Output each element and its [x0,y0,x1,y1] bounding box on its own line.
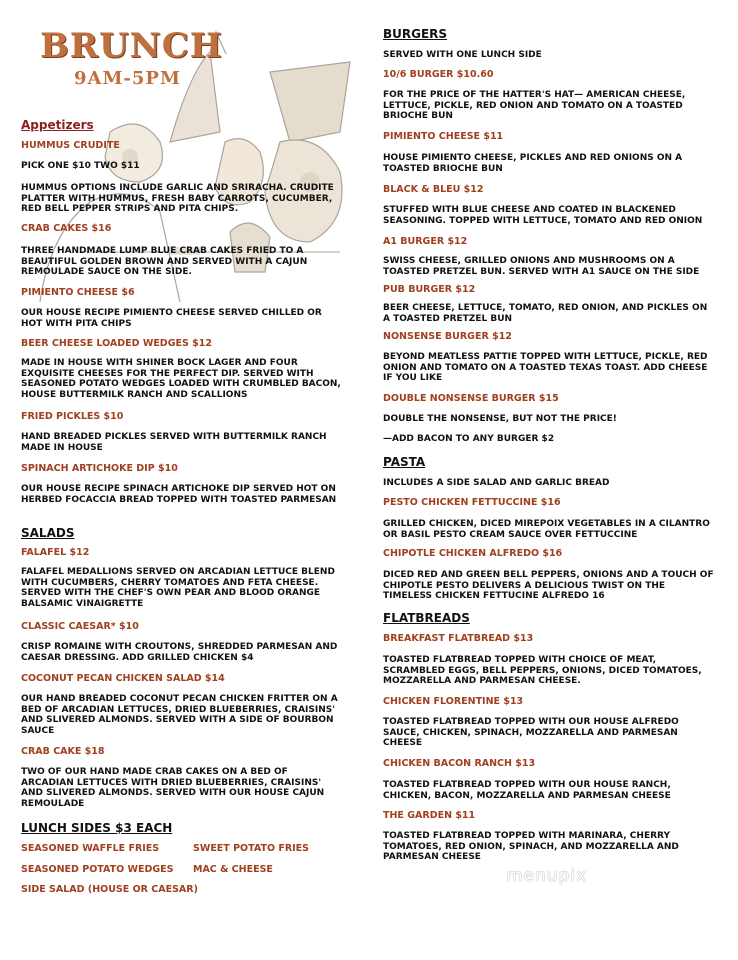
menu-item-desc: TOASTED FLATBREAD TOPPED WITH OUR HOUSE RANCH, CHICKEN, BACON, MOZZARELLA AND PARMESAN CHEESE [383,780,671,801]
menu-item-desc: TOASTED FLATBREAD TOPPED WITH MARINARA, CHERRY TOMATOES, RED ONION, SPINACH, AND MOZZARELLA AND PARMESAN CHEESE [383,831,679,862]
menu-item-desc: PICK ONE $10 TWO $11 [21,161,140,171]
menu-item-desc: HOUSE PIMIENTO CHEESE, PICKLES AND RED ONIONS ON A TOASTED BRIOCHE BUN [383,153,683,174]
menu-item-desc: SWISS CHEESE, GRILLED ONIONS AND MUSHROOMS ON A TOASTED PRETZEL BUN. SERVED WITH A1 SAUCE ON THE SIDE [383,256,700,277]
menu-item-desc: GRILLED CHICKEN, DICED MIREPOIX VEGETABLES IN A CILANTRO OR BASIL PESTO CREAM SAUCE OVER FETTUCCINE [383,519,710,540]
menu-item-desc: CRISP ROMAINE WITH CROUTONS, SHREDDED PARMESAN AND CAESAR DRESSING. ADD GRILLED CHICKEN $4 [21,642,338,663]
brunch-title: BRUNCH [40,26,223,66]
menu-item-desc: OUR HOUSE RECIPE SPINACH ARTICHOKE DIP SERVED HOT ON HERBED FOCACCIA BREAD TOPPED WITH TOASTED PARMESAN [21,484,337,505]
side-item: SWEET POTATO FRIES [193,843,310,854]
menu-item-desc: MADE IN HOUSE WITH SHINER BOCK LAGER AND FOUR EXQUISITE CHEESES FOR THE PERFECT DIP. SERVED WITH SEASONED POTATO WEDGES LOADED WITH CRUMBLED BACON, HOUSE BUTTERMILK RANCH AND SCALLIONS [21,358,341,400]
menu-item-name: CHICKEN BACON RANCH $13 [383,758,536,769]
menu-item-name: FRIED PICKLES $10 [21,411,124,422]
menu-item-desc: TOASTED FLATBREAD TOPPED WITH CHOICE OF MEAT, SCRAMBLED EGGS, BELL PEPPERS, ONIONS, DICED TOMATOES, MOZZARELLA AND PARMESAN CHEESE. [383,655,702,686]
menu-item-name: HUMMUS CRUDITE [21,140,120,151]
menu-item-name: BLACK & BLEU $12 [383,184,484,195]
menu-item-desc: STUFFED WITH BLUE CHEESE AND COATED IN BLACKENED SEASONING. TOPPED WITH LETTUCE, TOMATO AND RED ONION [383,205,703,226]
menu-item-name: CLASSIC CAESAR* $10 [21,621,139,632]
side-item: SEASONED WAFFLE FRIES [21,843,160,854]
menu-item-desc: DOUBLE THE NONSENSE, BUT NOT THE PRICE! [383,414,617,424]
menu-item-name: DOUBLE NONSENSE BURGER $15 [383,393,559,404]
section-intro: SERVED WITH ONE LUNCH SIDE [383,50,542,60]
menu-item-name: THE GARDEN $11 [383,810,476,821]
menu-item-name: SPINACH ARTICHOKE DIP $10 [21,463,178,474]
menu-item-desc: OUR HOUSE RECIPE PIMIENTO CHEESE SERVED CHILLED OR HOT WITH PITA CHIPS [21,308,322,329]
menupix-watermark: menupix [506,866,588,886]
menu-item-name: PESTO CHICKEN FETTUCCINE $16 [383,497,561,508]
menu-item-name: PIMIENTO CHEESE $11 [383,131,504,142]
brunch-hours: 9AM-5PM [74,68,181,89]
menu-item-name: CHIPOTLE CHICKEN ALFREDO $16 [383,548,563,559]
menu-item-name: PIMIENTO CHEESE $6 [21,287,135,298]
menu-item-desc: FOR THE PRICE OF THE HATTER'S HAT— AMERICAN CHEESE, LETTUCE, PICKLE, RED ONION AND TOMATO ON A TOASTED BRIOCHE BUN [383,90,686,121]
menu-item-desc: FALAFEL MEDALLIONS SERVED ON ARCADIAN LETTUCE BLEND WITH CUCUMBERS, CHERRY TOMATOES AND FETA CHEESE. SERVED WITH THE CHEF'S OWN PEAR AND BLOOD ORANGE BALSAMIC VINAIGRETTE [21,567,335,609]
menu-item-desc: TWO OF OUR HAND MADE CRAB CAKES ON A BED OF ARCADIAN LETTUCES WITH DRIED BLUEBERRIES, CRAISINS' AND SLIVERED ALMONDS. SERVED WITH OUR HOUSE CAJUN REMOULADE [21,767,325,809]
menu-item-desc: HAND BREADED PICKLES SERVED WITH BUTTERMILK RANCH MADE IN HOUSE [21,432,327,453]
menu-item-name: CRAB CAKE $18 [21,746,105,757]
side-item: SIDE SALAD (HOUSE OR CAESAR) [21,884,198,895]
menu-item-name: BREAKFAST FLATBREAD $13 [383,633,534,644]
side-item: MAC & CHEESE [193,864,273,875]
menu-item-name: PUB BURGER $12 [383,284,476,295]
menu-item-name: 10/6 BURGER $10.60 [383,69,494,80]
side-item: SEASONED POTATO WEDGES [21,864,174,875]
menu-item-name: NONSENSE BURGER $12 [383,331,512,342]
burger-addon: —ADD BACON TO ANY BURGER $2 [383,434,555,444]
menu-item-desc: THREE HANDMADE LUMP BLUE CRAB CAKES FRIED TO A BEAUTIFUL GOLDEN BROWN AND SERVED WITH A CAJUN REMOULADE SAUCE ON THE SIDE. [21,246,308,277]
menu-item-desc: DICED RED AND GREEN BELL PEPPERS, ONIONS AND A TOUCH OF CHIPOTLE PESTO DELIVERS A DELICIOUS TWIST ON THE TIMELESS CHICKEN FETTUCINE ALFREDO 16 [383,570,714,601]
menu-item-name: COCONUT PECAN CHICKEN SALAD $14 [21,673,225,684]
menu-item-desc: BEER CHEESE, LETTUCE, TOMATO, RED ONION, AND PICKLES ON A TOASTED PRETZEL BUN [383,303,708,324]
section-heading-salads: SALADS [21,526,75,540]
menu-item-name: CRAB CAKES $16 [21,223,112,234]
section-heading-flatbreads: FLATBREADS [383,611,470,625]
menu-item-name: FALAFEL $12 [21,547,90,558]
section-heading-pasta: PASTA [383,455,426,469]
menu-item-desc: HUMMUS OPTIONS INCLUDE GARLIC AND SRIRACHA. CRUDITE PLATTER WITH HUMMUS, FRESH BABY CARROTS, CUCUMBER, RED BELL PEPPER STRIPS AND PITA CHIPS. [21,183,334,214]
menu-item-desc: OUR HAND BREADED COCONUT PECAN CHICKEN FRITTER ON A BED OF ARCADIAN LETTUCES, DRIED BLUEBERRIES, CRAISINS' AND SLIVERED ALMONDS. SERVED WITH A SIDE OF BOURBON SAUCE [21,694,338,736]
section-heading-burgers: BURGERS [383,27,448,41]
menu-item-name: A1 BURGER $12 [383,236,468,247]
menu-item-name: BEER CHEESE LOADED WEDGES $12 [21,338,212,349]
menu-item-desc: BEYOND MEATLESS PATTIE TOPPED WITH LETTUCE, PICKLE, RED ONION AND TOMATO ON A TOASTED TEXAS TOAST. ADD CHEESE IF YOU LIKE [383,352,708,383]
section-heading-lunch-sides: LUNCH SIDES $3 EACH [21,821,173,835]
section-heading-appetizers: Appetizers [21,118,94,132]
section-intro: INCLUDES A SIDE SALAD AND GARLIC BREAD [383,478,610,488]
menu-item-name: CHICKEN FLORENTINE $13 [383,696,524,707]
menu-item-desc: TOASTED FLATBREAD TOPPED WITH OUR HOUSE ALFREDO SAUCE, CHICKEN, SPINACH, MOZZARELLA AND PARMESAN CHEESE [383,717,679,748]
